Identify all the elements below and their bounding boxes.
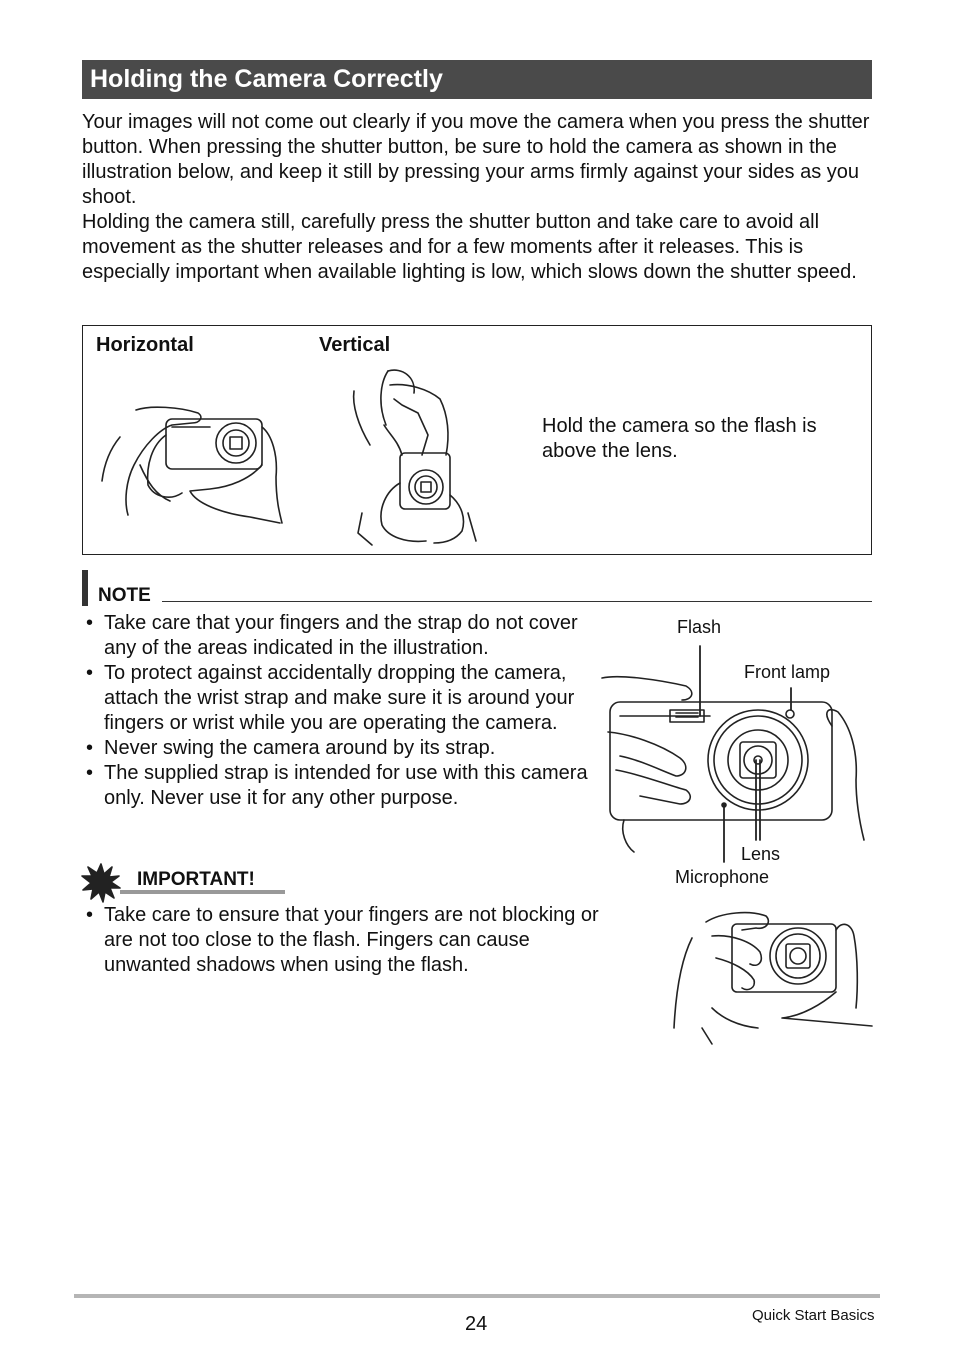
horizontal-hold-illustration bbox=[100, 405, 285, 530]
finger-near-flash-illustration bbox=[672, 908, 872, 1048]
callout-microphone: Microphone bbox=[675, 867, 770, 887]
vertical-label: Vertical bbox=[319, 334, 391, 356]
callout-front-lamp: Front lamp bbox=[744, 662, 831, 682]
list-item: • The supplied strap is intended for use with this camera only. Never use it for any other purpose. bbox=[82, 761, 602, 811]
footer-section-name: Quick Start Basics bbox=[752, 1307, 875, 1324]
starburst-icon bbox=[82, 864, 120, 902]
vertical-hold-illustration bbox=[350, 365, 480, 547]
callout-lens: Lens bbox=[741, 844, 781, 864]
intro-text bbox=[82, 110, 872, 285]
list-item: • Take care that your fingers and the strap do not cover any of the areas indicated in the illustration. bbox=[82, 611, 602, 661]
holding-note: Hold the camera so the flash is above the lens. bbox=[542, 415, 817, 462]
intro-paragraph-2: Holding the camera still, carefully press the shutter button and take care to avoid all movement as the shutter releases and for a few moments after it releases. This is especially important when available lighting is low, which slows down the shutter speed. bbox=[82, 211, 857, 283]
footer-divider bbox=[74, 1294, 880, 1298]
note-list bbox=[82, 611, 602, 811]
callout-flash: Flash bbox=[677, 617, 722, 637]
list-item: • Never swing the camera around by its strap. bbox=[82, 736, 602, 761]
note-title: NOTE bbox=[98, 585, 151, 606]
horizontal-label: Horizontal bbox=[96, 334, 194, 356]
section-title: Holding the Camera Correctly bbox=[90, 65, 443, 93]
note-bar-icon bbox=[82, 570, 88, 606]
page-number: 24 bbox=[465, 1313, 488, 1335]
list-item: • Take care to ensure that your fingers are not blocking or are not too close to the flash. Fingers can cause unwanted shadows when using the flash. bbox=[82, 903, 612, 978]
intro-paragraph-1: Your images will not come out clearly if you move the camera when you press the shutter button. When pressing the shutter button, be sure to hold the camera as shown in the illustration below, and keep it still by pressing your arms firmly against your sides as you shoot. bbox=[82, 111, 870, 208]
note-divider bbox=[162, 601, 872, 602]
important-list bbox=[82, 903, 612, 978]
important-title: IMPORTANT! bbox=[137, 869, 255, 890]
list-item: • To protect against accidentally dropping the camera, attach the wrist strap and make sure it is around your fingers or wrist while you are operating the camera. bbox=[82, 661, 602, 736]
